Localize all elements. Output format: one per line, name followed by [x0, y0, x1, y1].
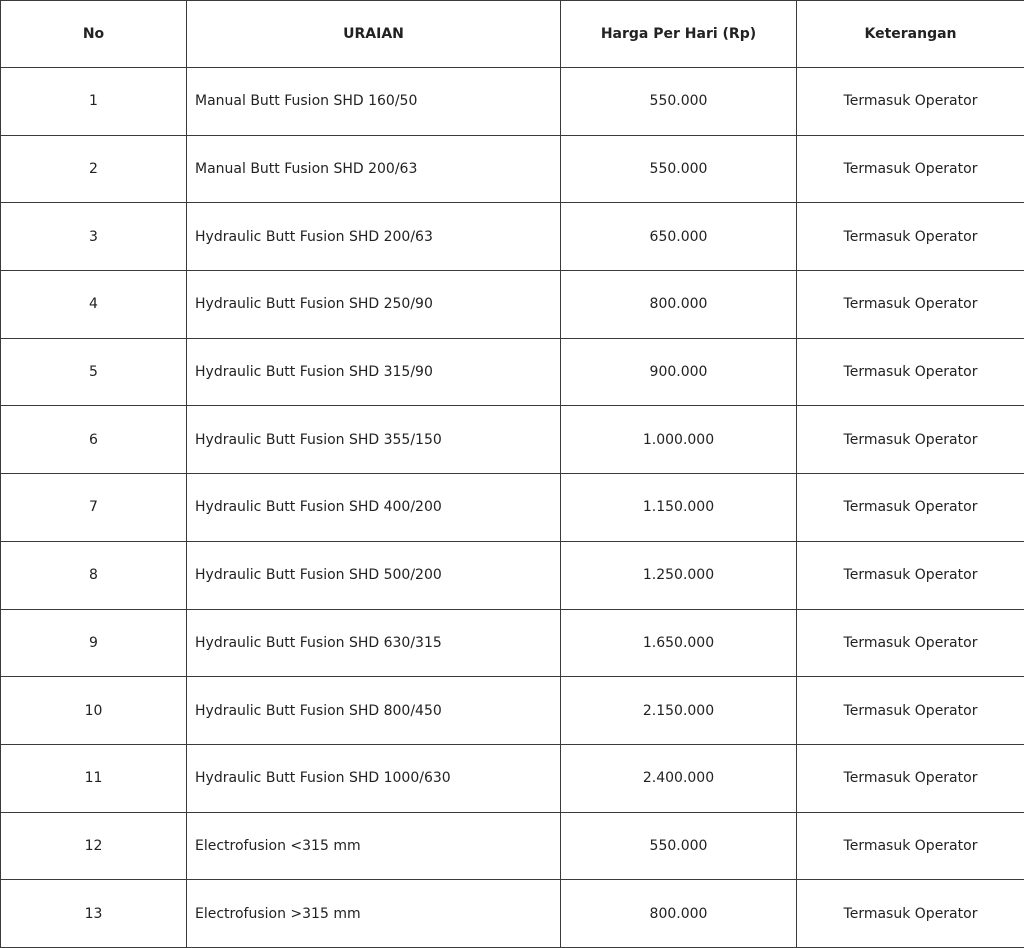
- cell-harga: 2.400.000: [561, 744, 797, 812]
- cell-harga: 1.150.000: [561, 474, 797, 542]
- cell-harga: 550.000: [561, 812, 797, 880]
- cell-harga: 900.000: [561, 338, 797, 406]
- cell-no: 2: [1, 135, 187, 203]
- cell-keterangan: Termasuk Operator: [797, 880, 1024, 948]
- cell-no: 11: [1, 744, 187, 812]
- cell-uraian: Manual Butt Fusion SHD 200/63: [187, 135, 561, 203]
- cell-keterangan: Termasuk Operator: [797, 338, 1024, 406]
- table-row: [1, 541, 1024, 609]
- cell-no: 5: [1, 338, 187, 406]
- cell-keterangan: Termasuk Operator: [797, 271, 1024, 339]
- table-row: [1, 406, 1024, 474]
- cell-uraian: Hydraulic Butt Fusion SHD 500/200: [187, 541, 561, 609]
- cell-no: 7: [1, 474, 187, 542]
- table-header-row: [1, 1, 1024, 68]
- cell-uraian: Hydraulic Butt Fusion SHD 800/450: [187, 677, 561, 745]
- cell-keterangan: Termasuk Operator: [797, 135, 1024, 203]
- cell-harga: 800.000: [561, 880, 797, 948]
- table-row: [1, 474, 1024, 542]
- cell-uraian: Hydraulic Butt Fusion SHD 250/90: [187, 271, 561, 339]
- cell-harga: 800.000: [561, 271, 797, 339]
- table-row: [1, 338, 1024, 406]
- cell-uraian: Hydraulic Butt Fusion SHD 315/90: [187, 338, 561, 406]
- cell-keterangan: Termasuk Operator: [797, 474, 1024, 542]
- table-row: [1, 271, 1024, 339]
- cell-harga: 1.250.000: [561, 541, 797, 609]
- table-row: [1, 609, 1024, 677]
- cell-harga: 550.000: [561, 68, 797, 136]
- cell-keterangan: Termasuk Operator: [797, 677, 1024, 745]
- table-row: [1, 677, 1024, 745]
- cell-no: 12: [1, 812, 187, 880]
- table-row: [1, 744, 1024, 812]
- cell-harga: 1.000.000: [561, 406, 797, 474]
- cell-no: 10: [1, 677, 187, 745]
- cell-no: 9: [1, 609, 187, 677]
- table-row: [1, 203, 1024, 271]
- cell-uraian: Manual Butt Fusion SHD 160/50: [187, 68, 561, 136]
- cell-no: 6: [1, 406, 187, 474]
- cell-uraian: Hydraulic Butt Fusion SHD 355/150: [187, 406, 561, 474]
- cell-uraian: Hydraulic Butt Fusion SHD 630/315: [187, 609, 561, 677]
- header-uraian: URAIAN: [187, 1, 561, 68]
- header-no: No: [1, 1, 187, 68]
- cell-harga: 2.150.000: [561, 677, 797, 745]
- cell-uraian: Hydraulic Butt Fusion SHD 400/200: [187, 474, 561, 542]
- cell-keterangan: Termasuk Operator: [797, 541, 1024, 609]
- cell-no: 13: [1, 880, 187, 948]
- header-keterangan: Keterangan: [797, 1, 1024, 68]
- cell-keterangan: Termasuk Operator: [797, 68, 1024, 136]
- cell-uraian: Hydraulic Butt Fusion SHD 1000/630: [187, 744, 561, 812]
- cell-uraian: Electrofusion <315 mm: [187, 812, 561, 880]
- cell-no: 4: [1, 271, 187, 339]
- cell-keterangan: Termasuk Operator: [797, 406, 1024, 474]
- table-row: [1, 68, 1024, 136]
- cell-no: 3: [1, 203, 187, 271]
- cell-harga: 1.650.000: [561, 609, 797, 677]
- cell-uraian: Hydraulic Butt Fusion SHD 200/63: [187, 203, 561, 271]
- cell-harga: 550.000: [561, 135, 797, 203]
- cell-no: 8: [1, 541, 187, 609]
- cell-keterangan: Termasuk Operator: [797, 744, 1024, 812]
- cell-keterangan: Termasuk Operator: [797, 203, 1024, 271]
- cell-harga: 650.000: [561, 203, 797, 271]
- header-harga: Harga Per Hari (Rp): [561, 1, 797, 68]
- table-row: [1, 812, 1024, 880]
- table-row: [1, 880, 1024, 948]
- cell-keterangan: Termasuk Operator: [797, 812, 1024, 880]
- cell-keterangan: Termasuk Operator: [797, 609, 1024, 677]
- cell-uraian: Electrofusion >315 mm: [187, 880, 561, 948]
- cell-no: 1: [1, 68, 187, 136]
- table-row: [1, 135, 1024, 203]
